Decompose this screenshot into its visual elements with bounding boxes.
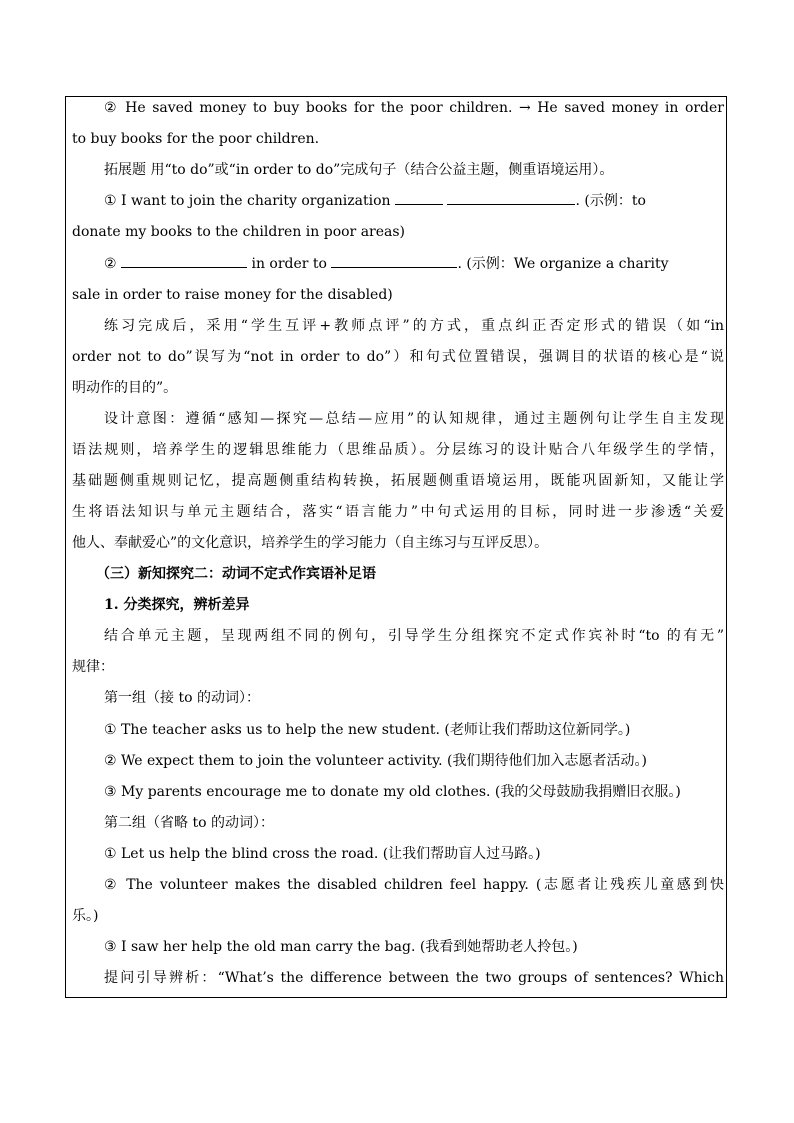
item-1-prompt: ① I want to join the charity organization <box>104 193 391 209</box>
group-2-example-2: ② The volunteer makes the disabled children feel happy. (志愿者让残疾儿童感到快 <box>104 877 724 893</box>
blank-3 <box>121 252 247 268</box>
feedback-paragraph-line-2: order not to do”误写为“not in order to do”）和句式位置错误，强调目的状语的核心是“说 <box>72 349 724 365</box>
item-1-example-start: . (示例：to <box>575 193 646 209</box>
extension-item-2 <box>104 252 724 276</box>
group-1-heading: 第一组（接 to 的动词）： <box>104 690 260 706</box>
group-2-example-3: ③ I saw her help the old man carry the bag. (我看到她帮助老人拎包。) <box>104 939 578 955</box>
inquiry-intro-line-1: 结合单元主题，呈现两组不同的例句，引导学生分组探究不定式作宾补时“to 的有无” <box>104 628 724 644</box>
feedback-paragraph-line-3: 明动作的目的”。 <box>72 380 178 396</box>
design-intent-line-1: 设计意图：遵循“感知—探究—总结—应用”的认知规律，通过主题例句让学生自主发现 <box>104 411 724 427</box>
inquiry-intro-line-2: 规律： <box>72 659 114 675</box>
subsection-heading: 1. 分类探究，辨析差异 <box>104 597 250 613</box>
design-intent-line-2: 语法规则，培养学生的逻辑思维能力（思维品质）。分层练习的设计贴合八年级学生的学情， <box>72 442 724 458</box>
example-sentence-2: ② He saved money to buy books for the poor children. → He saved money in order <box>104 100 724 116</box>
extension-item-1 <box>104 189 724 213</box>
blank-1 <box>395 189 443 205</box>
group-1-example-3: ③ My parents encourage me to donate my old clothes. (我的父母鼓励我捐赠旧衣服。) <box>104 784 681 800</box>
blank-2 <box>447 189 575 205</box>
extension-item-2-cont: sale in order to raise money for the disabled) <box>72 287 393 303</box>
design-intent-line-3: 基础题侧重规则记忆，提高题侧重结构转换，拓展题侧重语境运用，既能巩固新知，又能让学 <box>72 473 724 489</box>
guiding-question: 提问引导辨析：“What’s the difference between the two groups of sentences? Which <box>104 970 724 986</box>
design-intent-line-5: 他人、奉献爱心”的文化意识，培养学生的学习能力（自主练习与互评反思）。 <box>72 535 549 551</box>
design-intent-line-4: 生将语法知识与单元主题结合，落实“语言能力”中句式运用的目标，同时进一步渗透“关爱 <box>72 504 724 520</box>
group-1-example-1: ① The teacher asks us to help the new student. (老师让我们帮助这位新同学。) <box>104 722 631 738</box>
item-2-number: ② <box>104 256 117 272</box>
example-sentence-2-cont: to buy books for the poor children. <box>72 131 320 147</box>
feedback-paragraph-line-1: 练习完成后，采用“学生互评+教师点评”的方式，重点纠正否定形式的错误（如“in <box>104 318 724 334</box>
group-2-heading: 第二组（省略 to 的动词）： <box>104 815 274 831</box>
item-2-middle: in order to <box>251 256 327 272</box>
group-2-example-1: ① Let us help the blind cross the road. (让我们帮助盲人过马路。) <box>104 846 541 862</box>
item-2-example-start: . (示例：We organize a charity <box>457 256 669 272</box>
blank-4 <box>331 252 457 268</box>
group-1-example-2: ② We expect them to join the volunteer activity. (我们期待他们加入志愿者活动。) <box>104 753 647 769</box>
group-2-example-2-cont: 乐。) <box>72 908 99 924</box>
extension-item-1-cont: donate my books to the children in poor areas) <box>72 224 406 240</box>
extension-task-heading: 拓展题 用“to do”或“in order to do”完成句子（结合公益主题，侧重语境运用）。 <box>104 162 614 178</box>
section-heading: （三）新知探究二：动词不定式作宾语补足语 <box>96 566 376 582</box>
